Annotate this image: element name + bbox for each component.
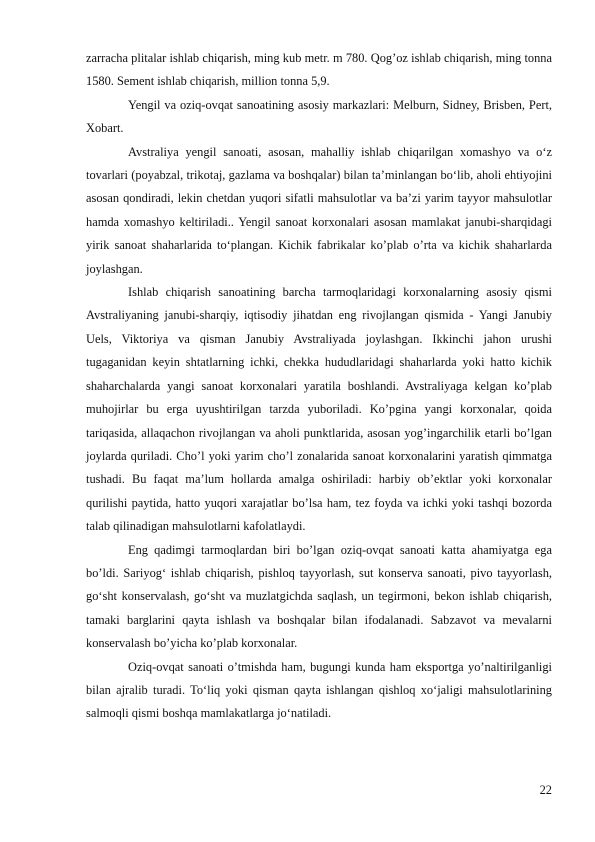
paragraph-1: zarracha plitalar ishlab chiqarish, ming kub metr. m 780. Qog’oz ishlab chiqarish, ming tonna 1580. Sement ishlab chiqarish, million tonna 5,9. bbox=[86, 51, 552, 89]
paragraph-3: Avstraliya yengil sanoati, asosan, mahalliy ishlab chiqarilgan xomashyo va o‘z tovarlari (poyabzal, trikotaj, gazlama va boshqalar) bilan ta’minlangan bo‘lib, aholi ehtiyojini asosan qondiradi, lekin chetdan yuqori sifatli mahsulotlar va ba’zi yarim tayyor mahsulotlar hamda xomashyo keltiriladi.. Yengil sanoat korxonalari asosan mamlakat janubi-sharqidagi yirik sanoat shaharlarida to‘plangan. Kichik fabrikalar ko’plab o’rta va kichik shaharlarda joylashgan. bbox=[86, 144, 552, 276]
paragraph-2: Yengil va oziq-ovqat sanoatining asosiy markazlari: Melburn, Sidney, Brisben, Pert, Xobart. bbox=[86, 97, 552, 136]
paragraph-4: Ishlab chiqarish sanoatining barcha tarmoqlaridagi korxonalarning asosiy qismi Avstraliyaning janubi-sharqiy, iqtisodiy jihatdan eng rivojlangan qismida - Yangi Janubiy Uels, Viktoriya va qisman Janubiy Avstraliyada joylashgan. Ikkinchi jahon urushi tugaganidan keyin shtatlarning ichki, chekka hududlaridagi shaharlarda yoki hatto kichik shaharchalarda yangi sanoat korxonalari yaratila boshlandi. Avstraliyaga kelgan ko’plab muhojirlar bu erga uyushtirilgan tarzda yuboriladi. Ko’pgina yangi korxonalar, qoida tariqasida, allaqachon rivojlangan va aholi punktlarida, asosan yog’ingarchilik etarli bo’lgan joylarda quriladi. Cho’l yoki yarim cho’l zonalarida sanoat korxonalarini yaratish qimmatga tushadi. Bu faqat ma’lum hollarda amalga oshiriladi: harbiy ob’ektlar yoki korxonalar qurilishi paytida, hatto yuqori xarajatlar bo’lsa ham, tez foyda va ichki yoki tashqi bozorda talab qilinadigan mahsulotlarni kafolatlaydi. bbox=[86, 285, 552, 534]
body-text bbox=[86, 47, 552, 726]
page-number: 22 bbox=[539, 783, 552, 797]
paragraph-6: Oziq-ovqat sanoati o’tmishda ham, bugungi kunda ham eksportga yo’naltirilganligi bilan ajralib turadi. To‘liq yoki qisman qayta ishlangan qishloq xo‘jaligi mahsulotlarining salmoqli qismi boshqa mamlakatlarga jo‘natiladi. bbox=[86, 659, 552, 721]
paragraph-5: Eng qadimgi tarmoqlardan biri bo’lgan oziq-ovqat sanoati katta ahamiyatga ega bo’ldi. Sariyog‘ ishlab chiqarish, pishloq tayyorlash, sut konserva sanoati, pivo tayyorlash, go‘sht konservalash, go‘sht va muzlatgichda saqlash, un tegirmoni, bekon ishlab chiqarish, tamaki barglarini qayta ishlash va boshqalar bilan ifodalanadi. Sabzavot va mevalarni konservalash bo’yicha ko’plab korxonalar. bbox=[86, 542, 552, 651]
